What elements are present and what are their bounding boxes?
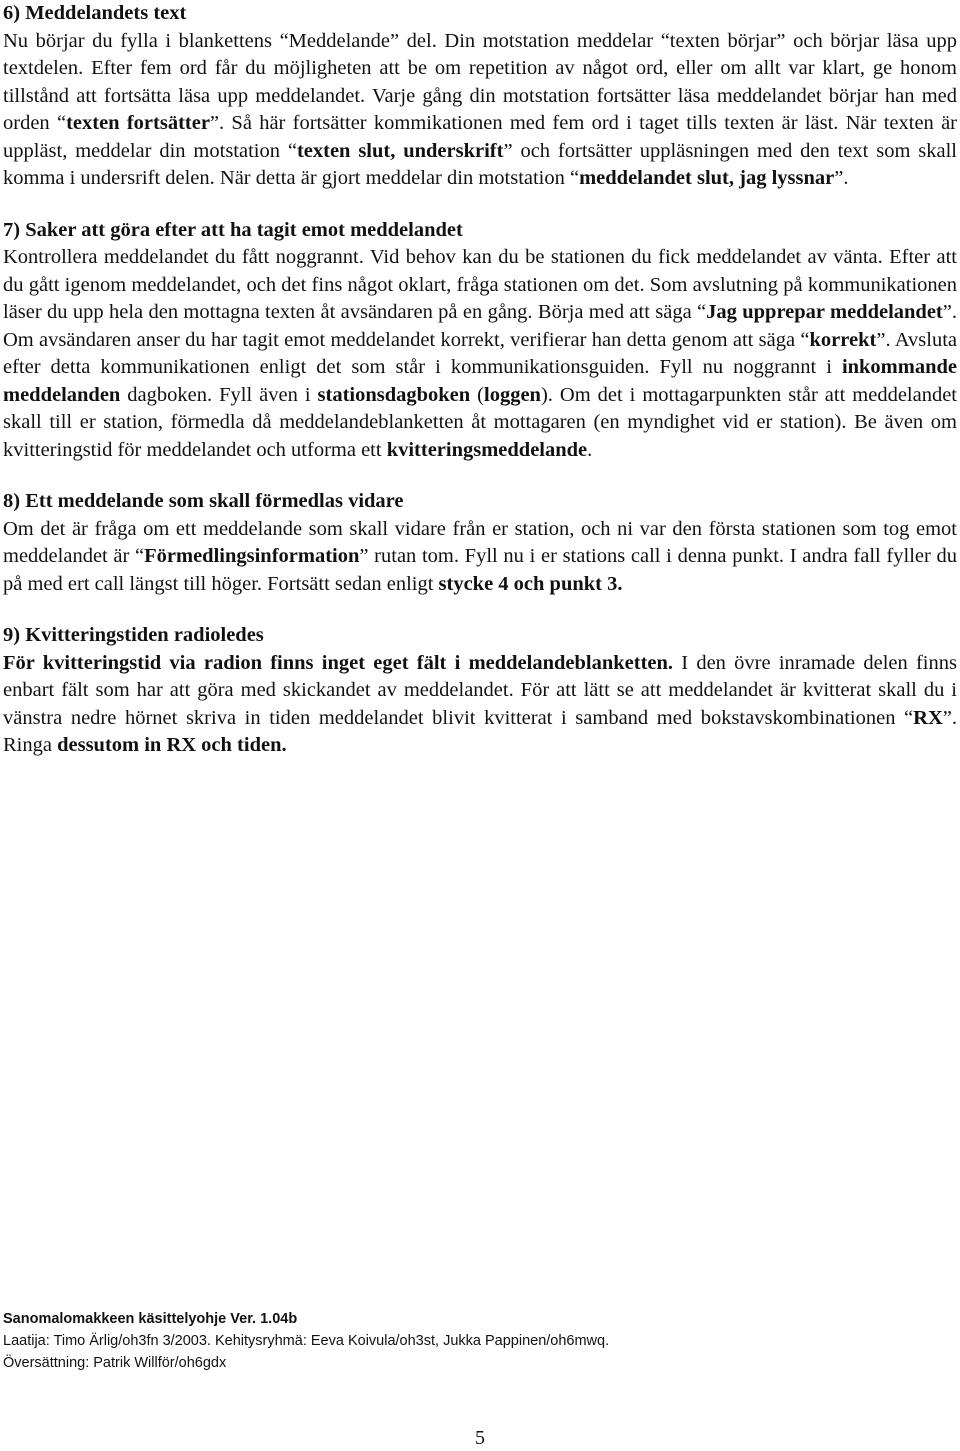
document-footer xyxy=(3,1308,957,1374)
section-paragraph xyxy=(3,28,957,193)
bold-run: Förmedlingsinformation xyxy=(144,545,360,567)
footer-translation: Översättning: Patrik Willför/oh6gdx xyxy=(3,1355,227,1371)
bold-run: texten fortsätter xyxy=(66,112,210,134)
text-run: ). Om det i mottagarpunkten står att meddelandet skall till er station, förmedla då meddelandeblanketten åt mottagaren (en myndighet vid er station). Be även om kvitteringstid för meddelandet och utforma ett xyxy=(3,383,958,461)
bold-run: stycke 4 och punkt 3. xyxy=(438,572,623,595)
footer-title: Sanomalomakkeen käsittelyohje Ver. 1.04b xyxy=(3,1311,298,1327)
bold-run: korrekt xyxy=(809,328,877,351)
bold-run: stationsdagboken xyxy=(317,383,471,406)
text-run: Om det är fråga om ett meddelande som skall vidare från er station, och ni var den första stationen som tog emot meddelandet är “ xyxy=(3,517,957,567)
section-8 xyxy=(3,488,957,598)
section-6 xyxy=(3,0,957,193)
text-run: ” och fortsätter uppläsningen med den text som skall komma i undersrift delen. När detta är gjort meddelar din motstation “ xyxy=(3,139,957,189)
bold-run: dessutom in RX och tiden. xyxy=(57,734,287,756)
page-number: 5 xyxy=(475,1427,485,1449)
section-paragraph xyxy=(3,516,957,599)
section-heading: 9) Kvitteringstiden radioledes xyxy=(3,624,264,646)
bold-run: inkommande meddelanden xyxy=(3,356,957,406)
text-run: Kontrollera meddelandet du fått noggrannt. Vid behov kan du be stationen du fick meddelandet av vänta. Efter att du gått igenom meddelandet, och det fins något oklart, fråga stationen om det. Som avslutning på kommunikationen läser du upp hela den mottagna texten åt avsändaren på en gång. Börja med att säga “ xyxy=(3,246,957,323)
text-run: I den övre inramade delen finns enbart fält som har att göra med skickandet av meddelandet. För att lätt se att meddelandet är kvitterat skall du i vänstra nedre hörnet skriva in tiden meddelandet blivit kvitterat i samband med bokstavskombinationen “ xyxy=(3,651,957,729)
section-heading: 8) Ett meddelande som skall förmedlas vidare xyxy=(3,490,404,512)
text-run: ”. xyxy=(834,167,849,189)
text-run: ”. Så här fortsätter kommikationen med fem ord i taget tills texten är läst. När texten är uppläst, meddelar din motstation “ xyxy=(3,112,957,162)
bold-run: kvitteringsmeddelande xyxy=(386,438,588,461)
text-run: Nu börjar du fylla i blankettens “Meddelande” del. Din motstation meddelar “texten börjar” och börjar läsa upp textdelen. Efter fem ord får du möjligheten att be om repetition av något ord, eller om allt var klart, ge honom tillstånd att fortsätta läsa upp meddelandet. Varje gång din motstation fortsätter läsa meddelandet börjar han med orden “ xyxy=(3,29,957,134)
section-7 xyxy=(3,217,957,465)
section-heading: 7) Saker att göra efter att ha tagit emot meddelandet xyxy=(3,218,463,241)
bold-run: För kvitteringstid via radion finns inget eget fält i meddelandeblanketten. xyxy=(3,651,674,674)
bold-run: loggen xyxy=(484,383,541,406)
text-run: ( xyxy=(470,383,484,406)
text-run: dagboken. Fyll även i xyxy=(120,383,318,406)
footer-authors: Laatija: Timo Ärlig/oh3fn 3/2003. Kehitysryhmä: Eeva Koivula/oh3st, Jukka Pappinen/oh6mwq. xyxy=(3,1333,610,1349)
bold-run: Jag upprepar meddelandet xyxy=(706,301,943,323)
bold-run: texten slut, underskrift xyxy=(296,139,504,162)
text-run: . xyxy=(587,438,593,461)
text-run: ”. Ringa xyxy=(3,706,957,756)
bold-run: RX xyxy=(913,706,943,729)
section-paragraph xyxy=(3,244,957,464)
section-9 xyxy=(3,622,957,760)
section-paragraph xyxy=(3,650,957,760)
document-body xyxy=(3,0,957,784)
text-run: ”. Avsluta efter detta kommunikationen enligt det som står i kommunikationsguiden. Fyll nu noggrannt i xyxy=(3,328,957,378)
text-run: ”. Om avsändaren anser du har tagit emot meddelandet korrekt, verifierar han detta genom att säga “ xyxy=(3,301,957,351)
text-run: ” rutan tom. Fyll nu i er stations call i denna punkt. I andra fall fyller du på med ert call längst till höger. Fortsätt sedan enligt xyxy=(3,545,958,595)
bold-run: meddelandet slut, jag lyssnar xyxy=(579,167,835,189)
section-heading: 6) Meddelandets text xyxy=(3,2,187,24)
